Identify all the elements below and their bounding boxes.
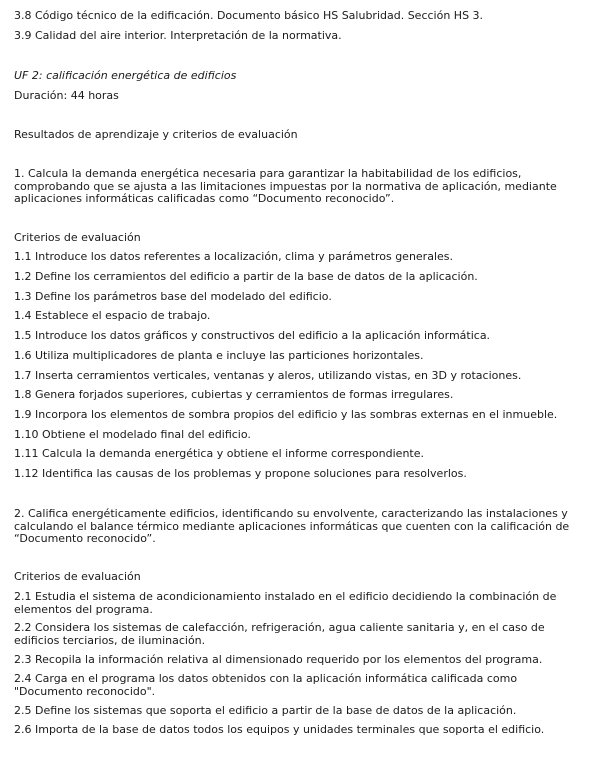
- criteria-heading-1: Criterios de evaluación: [14, 231, 141, 244]
- criterion-1-11: 1.11 Calcula la demanda energética y obtiene el informe correspondiente.: [14, 447, 424, 460]
- criterion-2-4: 2.4 Carga en el programa los datos obtenidos con la aplicación informática calificada como "Documento reconocido".: [14, 672, 518, 698]
- unit-title: UF 2: calificación energética de edificios: [14, 69, 237, 82]
- criterion-1-6: 1.6 Utiliza multiplicadores de planta e incluye las particiones horizontales.: [14, 349, 424, 362]
- criterion-1-8: 1.8 Genera forjados superiores, cubiertas y cerramientos de formas irregulares.: [14, 388, 454, 401]
- criterion-2-3: 2.3 Recopila la información relativa al dimensionado requerido por los elementos del programa.: [14, 653, 543, 666]
- duration: Duración: 44 horas: [14, 89, 119, 102]
- criterion-2-6: 2.6 Importa de la base de datos todos los equipos y unidades terminales que soporta el edificio.: [14, 723, 545, 736]
- criterion-1-2: 1.2 Define los cerramientos del edificio a partir de la base de datos de la aplicación.: [14, 270, 478, 283]
- criterion-1-9: 1.9 Incorpora los elementos de sombra propios del edificio y las sombras externas en el inmueble.: [14, 408, 558, 421]
- learning-outcome-2: 2. Califica energéticamente edificios, identificando su envolvente, caracterizando las instalaciones y calculando el balance térmico mediante aplicaciones informáticas que cuenten con la calificación de “Documento reconocido”.: [14, 507, 570, 545]
- line-3-9: 3.9 Calidad del aire interior. Interpretación de la normativa.: [14, 29, 342, 42]
- criteria-heading-2: Criterios de evaluación: [14, 570, 141, 583]
- criterion-1-10: 1.10 Obtiene el modelado final del edificio.: [14, 428, 251, 441]
- criterion-1-12: 1.12 Identifica las causas de los problemas y propone soluciones para resolverlos.: [14, 467, 467, 480]
- results-heading: Resultados de aprendizaje y criterios de evaluación: [14, 128, 298, 141]
- learning-outcome-1: 1. Calcula la demanda energética necesaria para garantizar la habitabilidad de los edificios, comprobando que se ajusta a las limitaciones impuestas por la normativa de aplicación, mediante aplicaciones informáticas calificadas como “Documento reconocido”.: [14, 167, 557, 205]
- criterion-2-5: 2.5 Define los sistemas que soporta el edificio a partir de la base de datos de la aplicación.: [14, 704, 517, 717]
- criterion-1-1: 1.1 Introduce los datos referentes a localización, clima y parámetros generales.: [14, 250, 454, 263]
- criterion-1-5: 1.5 Introduce los datos gráficos y constructivos del edificio a la aplicación informática.: [14, 329, 491, 342]
- criterion-2-1: 2.1 Estudia el sistema de acondicionamiento instalado en el edificio decidiendo la combinación de elementos del programa.: [14, 590, 557, 616]
- criterion-1-3: 1.3 Define los parámetros base del modelado del edificio.: [14, 290, 332, 303]
- criterion-2-2: 2.2 Considera los sistemas de calefacción, refrigeración, agua caliente sanitaria y, en el caso de edificios terciarios, de iluminación.: [14, 621, 545, 647]
- criterion-1-7: 1.7 Inserta cerramientos verticales, ventanas y aleros, utilizando vistas, en 3D y rotaciones.: [14, 369, 522, 382]
- criterion-1-4: 1.4 Establece el espacio de trabajo.: [14, 309, 211, 322]
- line-3-8: 3.8 Código técnico de la edificación. Documento básico HS Salubridad. Sección HS 3.: [14, 9, 484, 22]
